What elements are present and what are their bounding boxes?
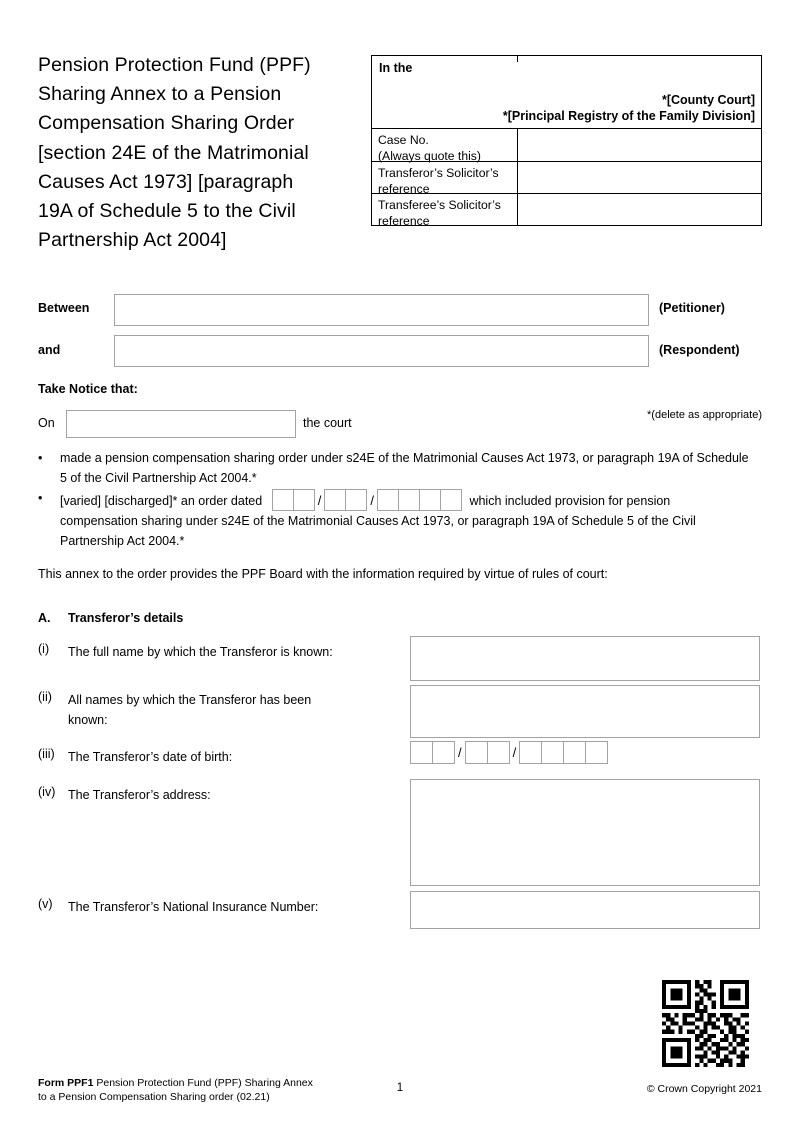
- date-slash: /: [317, 493, 322, 508]
- dob-year-box[interactable]: [586, 741, 608, 764]
- transferee-solicitor-ref-row: [372, 194, 761, 228]
- bullet-icon: •: [38, 491, 43, 505]
- transferor-full-name-field[interactable]: [410, 636, 760, 681]
- form-title-line: [section 24E of the Matrimonial: [38, 141, 309, 164]
- petitioner-label: (Petitioner): [659, 301, 725, 315]
- column-divider-tick: [517, 56, 518, 62]
- transferee-solicitor-ref-field[interactable]: [518, 194, 761, 225]
- order-dated-day-box[interactable]: [272, 489, 294, 511]
- transferor-solicitor-ref-field[interactable]: [518, 162, 761, 193]
- form-title-line: 19A of Schedule 5 to the Civil: [38, 200, 296, 223]
- date-slash: /: [512, 744, 517, 760]
- form-title-line: Causes Act 1973] [paragraph: [38, 170, 294, 193]
- dob-day-box[interactable]: [433, 741, 455, 764]
- footer-form-code: Form PPF1: [38, 1077, 94, 1089]
- bullet-item-made-order: [38, 449, 750, 489]
- form-title-line: Pension Protection Fund (PPF): [38, 54, 311, 76]
- dob-year-box[interactable]: [564, 741, 586, 764]
- copyright-text: © Crown Copyright 2021: [646, 1083, 762, 1095]
- transferor-solicitor-ref-row: [372, 162, 761, 194]
- order-dated-day-group: [272, 489, 315, 511]
- bullet-icon: •: [38, 451, 43, 465]
- dob-day-box[interactable]: [410, 741, 433, 764]
- the-court-text: the court: [303, 416, 352, 430]
- order-dated-month-box[interactable]: [324, 489, 346, 511]
- order-dated-year-box[interactable]: [399, 489, 420, 511]
- date-slash: /: [370, 493, 374, 508]
- bullet-text: [60, 489, 750, 552]
- case-no-field[interactable]: [518, 129, 761, 161]
- order-date-field[interactable]: [66, 410, 296, 438]
- form-title: [38, 51, 383, 255]
- transferor-solicitor-ref-label: Transferor’s Solicitor’s reference: [372, 162, 518, 193]
- item-label-address: The Transferor’s address:: [68, 788, 211, 802]
- and-label: and: [38, 343, 61, 357]
- transferor-dob-group: [410, 741, 608, 764]
- item-number: (v): [38, 897, 53, 911]
- item-label-all-names: All names by which the Transferor has been known:: [68, 693, 312, 727]
- item-number: (i): [38, 642, 50, 656]
- case-no-row: [372, 129, 761, 162]
- case-no-sublabel: (Always quote this): [378, 148, 481, 163]
- form-title-line: Partnership Act 2004]: [38, 229, 227, 252]
- respondent-name-field[interactable]: [114, 335, 649, 367]
- order-dated-year-box[interactable]: [377, 489, 399, 511]
- dob-year-box[interactable]: [542, 741, 564, 764]
- transferor-ni-number-field[interactable]: [410, 891, 760, 929]
- court-name-cell[interactable]: [372, 56, 761, 129]
- delete-as-appropriate-note: *(delete as appropriate): [647, 409, 762, 421]
- annex-note: This annex to the order provides the PPF Board with the information required by virtue of rules of court:: [38, 567, 608, 581]
- case-no-label-cell: [372, 129, 518, 161]
- respondent-label: (Respondent): [659, 343, 740, 357]
- form-title-line: Compensation Sharing Order: [38, 112, 295, 135]
- date-slash: /: [458, 744, 462, 760]
- dob-year-group: [519, 741, 608, 764]
- item-label-ni-number: The Transferor’s National Insurance Number:: [68, 900, 319, 914]
- footer-form-desc-line2: to a Pension Compensation Sharing order (02.21): [38, 1091, 270, 1103]
- transferor-known-names-field[interactable]: [410, 685, 760, 738]
- between-label: Between: [38, 301, 90, 315]
- transferor-address-field[interactable]: [410, 779, 760, 886]
- take-notice-heading: Take Notice that:: [38, 382, 138, 396]
- dob-month-box[interactable]: [488, 741, 510, 764]
- dob-year-box[interactable]: [519, 741, 542, 764]
- county-court-option: *[County Court]: [661, 93, 755, 107]
- section-a-letter: A.: [38, 611, 51, 625]
- item-number: (ii): [38, 690, 52, 704]
- court-type-options: [503, 92, 755, 124]
- dob-day-group: [410, 741, 455, 764]
- order-dated-year-box[interactable]: [420, 489, 441, 511]
- dob-month-group: [465, 741, 510, 764]
- footer-form-desc-line1: Pension Protection Fund (PPF) Sharing Annex: [93, 1077, 313, 1089]
- in-the-label: In the: [379, 61, 413, 75]
- on-label: On: [38, 416, 55, 430]
- qr-code: [662, 980, 749, 1067]
- item-number: (iv): [38, 785, 56, 799]
- court-details-table: [371, 55, 762, 226]
- item-number: (iii): [38, 747, 55, 761]
- bullet2-prefix: [varied] [discharged]* an order dated: [60, 494, 263, 508]
- item-label-date-of-birth: The Transferor’s date of birth:: [68, 750, 233, 764]
- case-no-label: Case No.: [378, 133, 429, 147]
- transferee-solicitor-ref-label: Transferee’s Solicitor’s reference: [372, 194, 518, 225]
- order-dated-year-group: [377, 489, 462, 511]
- page-number: 1: [396, 1082, 404, 1094]
- order-dated-month-group: [324, 489, 367, 511]
- section-a-heading: Transferor’s details: [68, 611, 184, 625]
- bullet-item-varied-discharged: [38, 489, 750, 552]
- principal-registry-option: *[Principal Registry of the Family Division]: [502, 109, 755, 123]
- petitioner-name-field[interactable]: [114, 294, 649, 326]
- bullet2-suffix: which included provision for pension compensation sharing under s24E of the Matrimonial Causes Act 1973, or paragraph 19A of Schedule 5 of the Civil Partnership Act 2004.*: [60, 494, 696, 548]
- dob-month-box[interactable]: [465, 741, 488, 764]
- order-dated-day-box[interactable]: [294, 489, 315, 511]
- form-title-line: Sharing Annex to a Pension: [38, 83, 282, 106]
- bullet-text: made a pension compensation sharing order under s24E of the Matrimonial Causes Act 1973, or paragraph 19A of Schedule 5 of the Civil Partnership Act 2004.*: [60, 451, 749, 485]
- order-dated-month-box[interactable]: [346, 489, 367, 511]
- order-dated-year-box[interactable]: [441, 489, 462, 511]
- item-label-full-name: The full name by which the Transferor is known:: [68, 645, 333, 659]
